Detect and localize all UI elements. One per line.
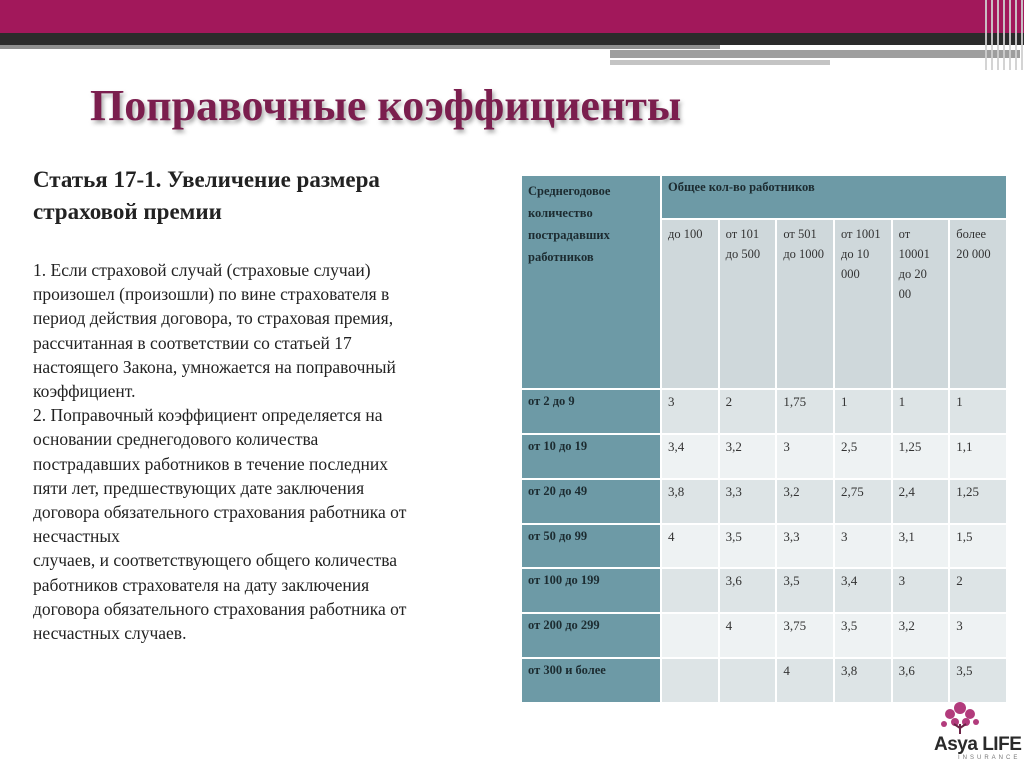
row-label: от 10 до 19 [521, 434, 661, 479]
heading-line: Статья 17-1. Увеличение размера [33, 167, 380, 192]
coefficient-table [520, 174, 1008, 704]
table-cell [661, 613, 719, 658]
body-line: период действия договора, то страховая премия, [33, 308, 394, 329]
table-cell: 3 [834, 524, 892, 569]
body-line: настоящего Закона, умножается на поправочный [33, 356, 396, 377]
decorative-stripes [985, 0, 1024, 70]
table-cell: 2,5 [834, 434, 892, 479]
body-line: работников страхователя на дату заключения [33, 574, 370, 595]
row-label: от 300 и более [521, 658, 661, 703]
body-line: пострадавших работников в течение последних [33, 453, 388, 474]
body-line: рассчитанная в соответствии со статьей 17 [33, 332, 352, 353]
top-band-gray-right [610, 50, 1020, 58]
table-cell: 3,8 [834, 658, 892, 703]
heading-line: страховой премии [33, 199, 222, 224]
column-group-label: Общее кол-во работников [661, 175, 1007, 219]
table-cell: 2 [949, 568, 1007, 613]
table-cell: 4 [719, 613, 777, 658]
body-line: пяти лет, предшествующих дате заключения [33, 477, 365, 498]
table-cell: 1,1 [949, 434, 1007, 479]
table-cell: 1 [949, 389, 1007, 434]
body-line: несчастных случаев. [33, 623, 187, 644]
column-header: от 501 до 1000 [776, 219, 834, 389]
table-row [521, 613, 1007, 658]
body-line: случаев, и соответствующего общего количества [33, 550, 398, 571]
table-cell [661, 658, 719, 703]
slide-title: Поправочные коэффициенты [90, 81, 682, 130]
body-line: основании среднегодового количества [33, 429, 319, 450]
table-cell: 3 [776, 434, 834, 479]
table-row [521, 479, 1007, 524]
table-cell: 3,2 [719, 434, 777, 479]
table-cell: 3,5 [719, 524, 777, 569]
table-cell [719, 658, 777, 703]
table-row [521, 524, 1007, 569]
top-band-dark [0, 33, 1024, 45]
table-cell: 3 [892, 568, 950, 613]
table-cell: 3,5 [776, 568, 834, 613]
top-band-gray-light [610, 60, 830, 65]
table-cell: 3,8 [661, 479, 719, 524]
body-line: 2. Поправочный коэффициент определяется на [33, 405, 383, 426]
column-header: от 1001 до 10 000 [834, 219, 892, 389]
table-cell: 3,75 [776, 613, 834, 658]
table-cell: 1 [834, 389, 892, 434]
column-header: от 101 до 500 [719, 219, 777, 389]
table-cell: 2 [719, 389, 777, 434]
table-cell: 1,5 [949, 524, 1007, 569]
row-label: от 200 до 299 [521, 613, 661, 658]
table-cell: 3,6 [892, 658, 950, 703]
row-label: от 100 до 199 [521, 568, 661, 613]
table-cell: 3,1 [892, 524, 950, 569]
row-label: от 20 до 49 [521, 479, 661, 524]
table-cell: 3 [949, 613, 1007, 658]
table-cell: 3,3 [719, 479, 777, 524]
row-header-label: Среднегодовое количество пострадавших работников [521, 175, 661, 389]
table-cell: 1,25 [949, 479, 1007, 524]
table-cell: 3,2 [892, 613, 950, 658]
table-row [521, 568, 1007, 613]
table-cell: 4 [661, 524, 719, 569]
row-label: от 50 до 99 [521, 524, 661, 569]
body-line: договора обязательного страхования работника от [33, 502, 407, 523]
table-row [521, 389, 1007, 434]
table-cell: 3,6 [719, 568, 777, 613]
table-cell: 3,5 [949, 658, 1007, 703]
row-label: от 2 до 9 [521, 389, 661, 434]
table-cell: 1 [892, 389, 950, 434]
table-cell: 3,2 [776, 479, 834, 524]
body-line: коэффициент. [33, 381, 136, 402]
table-row [521, 658, 1007, 703]
table-cell: 3,5 [834, 613, 892, 658]
article-body [33, 258, 513, 645]
logo-text: Asya LIFE [934, 734, 1022, 755]
column-header: до 100 [661, 219, 719, 389]
column-header: более 20 000 [949, 219, 1007, 389]
body-line: договора обязательного страхования работника от [33, 598, 407, 619]
table-cell: 2,75 [834, 479, 892, 524]
table-cell [661, 568, 719, 613]
table-cell: 3,4 [834, 568, 892, 613]
table-cell: 3,4 [661, 434, 719, 479]
top-band-magenta [0, 0, 1024, 33]
table-cell: 1,25 [892, 434, 950, 479]
table-cell: 1,75 [776, 389, 834, 434]
table-cell: 2,4 [892, 479, 950, 524]
column-header: от 10001 до 20 00 [892, 219, 950, 389]
table-cell: 4 [776, 658, 834, 703]
top-band-gray [0, 45, 720, 49]
body-line: произошел (произошли) по вине страхователя в [33, 284, 390, 305]
article-heading [33, 164, 503, 228]
table-row [521, 434, 1007, 479]
table-cell: 3,3 [776, 524, 834, 569]
logo-subtext: INSURANCE [958, 755, 1021, 761]
body-line: несчастных [33, 526, 120, 547]
table-cell: 3 [661, 389, 719, 434]
body-line: 1. Если страховой случай (страховые случаи) [33, 260, 371, 280]
